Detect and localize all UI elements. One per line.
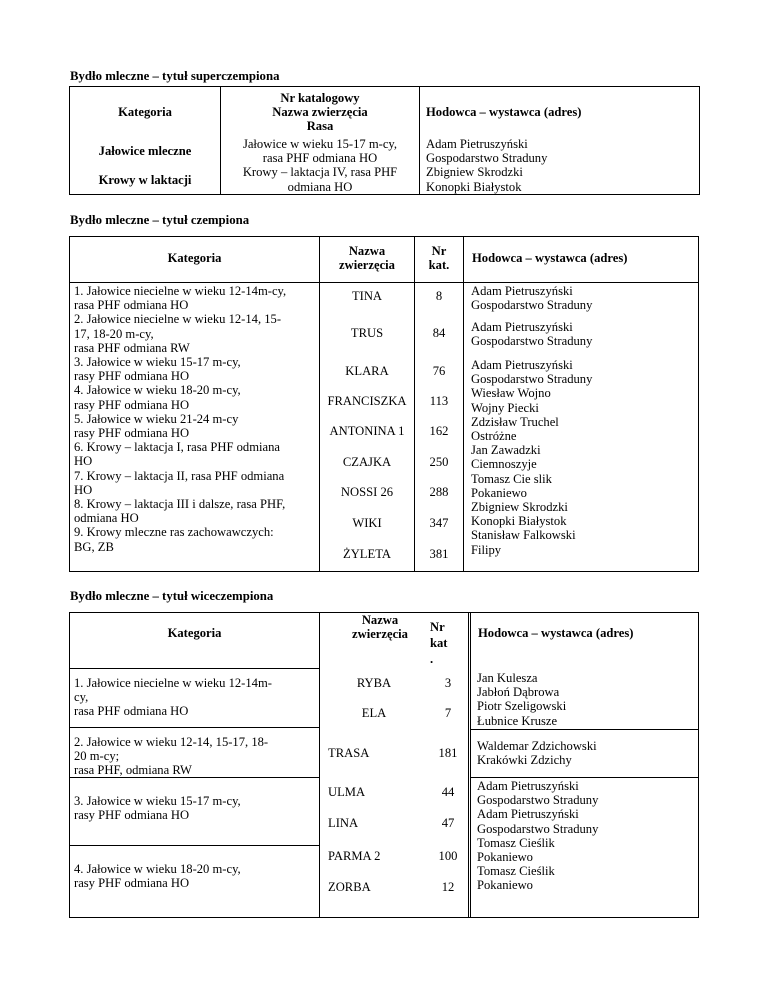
animal-name: ULMA	[328, 785, 366, 799]
animal-name: ANTONINA 1	[329, 424, 405, 438]
hodowca-list: Waldemar Zdzichowski Krakówki Zdzichy	[477, 739, 597, 768]
section-1-title: Bydło mleczne – tytuł superczempiona	[70, 69, 280, 83]
animal-nr: 100	[438, 849, 458, 863]
animal-nr: 84	[432, 326, 446, 340]
animal-name: WIKI	[352, 516, 382, 530]
header-hodowca: Hodowca – wystawca (adres)	[478, 626, 634, 640]
header-hodowca: Hodowca – wystawca (adres)	[420, 87, 700, 137]
animal-nr: 76	[432, 364, 446, 378]
animal-name: TRASA	[328, 746, 370, 760]
hodowca-list: Jan Kulesza Jabłoń Dąbrowa Piotr Szeligowski Łubnice Krusze	[477, 671, 567, 728]
hodowca-list: Adam Pietruszyński Gospodarstwo Straduny	[471, 320, 593, 349]
animal-nr: 288	[429, 485, 449, 499]
row-kategoria: Jałowice mleczne	[70, 137, 221, 165]
category-group-4: 4. Jałowice w wieku 18-20 m-cy, rasy PHF odmiana HO	[74, 862, 241, 891]
row-hodowca: Zbigniew Skrodzki Konopki Białystok	[420, 165, 700, 195]
header-nr-nazwa-rasa: Nr katalogowy Nazwa zwierzęcia Rasa	[221, 87, 420, 137]
superczempion-table	[69, 86, 700, 195]
hodowca-list: Adam Pietruszyński Gospodarstwo Straduny Wiesław Wojno Wojny Piecki Zdzisław Truchel Ostróżne Jan Zawadzki Ciemnoszyje Tomasz Cie slik Pokaniewo Zbigniew Skrodzki Konopki Białystok Stanisław Falkowski Filipy	[471, 358, 593, 557]
animal-nr: 250	[429, 455, 449, 469]
animal-nr: 347	[429, 516, 449, 530]
row-kategoria: Krowy w laktacji	[70, 165, 221, 195]
animal-name: ELA	[361, 706, 387, 720]
section-3-title: Bydło mleczne – tytuł wiceczempiona	[70, 589, 274, 603]
header-kategoria: Kategoria	[167, 251, 222, 265]
header-nr: Nr kat .	[430, 620, 448, 666]
animal-name: ŻYLETA	[343, 547, 391, 561]
animal-nr: 12	[441, 880, 455, 894]
hodowca-list: Adam Pietruszyński Gospodarstwo Straduny Adam Pietruszyński Gospodarstwo Straduny Tomasz Cieślik Pokaniewo Tomasz Cieślik Pokaniewo	[477, 779, 599, 893]
header-kategoria: Kategoria	[167, 626, 222, 640]
section-2-title: Bydło mleczne – tytuł czempiona	[70, 213, 250, 227]
animal-nr: 47	[441, 816, 455, 830]
animal-nr: 162	[429, 424, 449, 438]
animal-name: RYBA	[356, 676, 392, 690]
row-opis: Krowy – laktacja IV, rasa PHF odmiana HO	[221, 165, 420, 195]
animal-name: FRANCISZKA	[327, 394, 407, 408]
row-opis: Jałowice w wieku 15-17 m-cy, rasa PHF odmiana HO	[221, 137, 420, 165]
header-hodowca: Hodowca – wystawca (adres)	[472, 251, 628, 265]
category-group-3: 3. Jałowice w wieku 15-17 m-cy, rasy PHF odmiana HO	[74, 794, 241, 823]
header-nazwa: Nazwa zwierzęcia	[339, 244, 395, 273]
animal-name: NOSSI 26	[340, 485, 394, 499]
animal-name: ZORBA	[328, 880, 371, 894]
animal-name: PARMA 2	[328, 849, 381, 863]
categories-list: 1. Jałowice niecielne w wieku 12-14m-cy, rasa PHF odmiana HO 2. Jałowice niecielne w wieku 12-14, 15- 17, 18-20 m-cy, rasa PHF odmiana RW 3. Jałowice w wieku 15-17 m-cy, rasy PHF odmiana HO 4. Jałowice w wieku 18-20 m-cy, rasy PHF odmiana HO 5. Jałowice w wieku 21-24 m-cy rasy PHF odmiana HO 6. Krowy – laktacja I, rasa PHF odmiana HO 7. Krowy – laktacja II, rasa PHF odmiana HO 8. Krowy – laktacja III i dalsze, rasa PHF, odmiana HO 9. Krowy mleczne ras zachowawczych: BG, ZB	[74, 284, 287, 554]
hodowca-list: Adam Pietruszyński Gospodarstwo Straduny	[471, 284, 593, 313]
animal-nr: 113	[429, 394, 449, 408]
wiceczempion-table	[69, 612, 699, 918]
animal-nr: 44	[441, 785, 455, 799]
category-group-2: 2. Jałowice w wieku 12-14, 15-17, 18- 20 m-cy; rasa PHF, odmiana RW	[74, 735, 269, 778]
animal-nr: 8	[435, 289, 443, 303]
animal-name: LINA	[328, 816, 359, 830]
header-kategoria: Kategoria	[70, 87, 221, 137]
animal-name: TINA	[351, 289, 383, 303]
header-nr: Nr kat.	[428, 244, 450, 273]
animal-name: TRUS	[350, 326, 384, 340]
czempion-table	[69, 236, 699, 572]
animal-name: KLARA	[345, 364, 389, 378]
animal-nr: 7	[444, 706, 452, 720]
animal-name: CZAJKA	[342, 455, 392, 469]
category-group-1: 1. Jałowice niecielne w wieku 12-14m- cy, rasa PHF odmiana HO	[74, 676, 272, 719]
animal-nr: 381	[429, 547, 449, 561]
animal-nr: 181	[438, 746, 458, 760]
animal-nr: 3	[444, 676, 452, 690]
row-hodowca: Adam Pietruszyński Gospodarstwo Straduny	[420, 137, 700, 165]
header-nazwa: Nazwa zwierzęcia	[352, 613, 408, 642]
